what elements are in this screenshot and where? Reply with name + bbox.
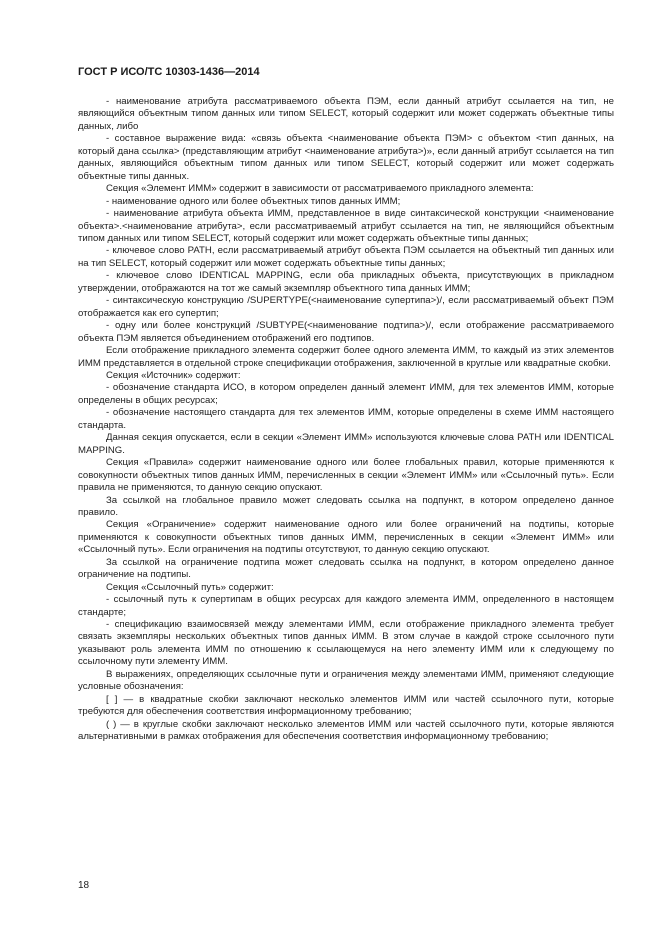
document-header: ГОСТ Р ИСО/ТС 10303-1436—2014 [78,66,260,78]
paragraph: ( ) — в круглые скобки заключают несколько элементов ИММ или частей ссылочного пути, которые являются альтернативными в рамках отображения для обеспечения соответствия информационному требованию; [78,718,614,743]
paragraph: - наименование атрибута рассматриваемого объекта ПЭМ, если данный атрибут ссылается на тип, не являющийся объектным типом данных или типом SELECT, который содержит или может содержать объектные типы данных, либо [78,96,614,132]
paragraph: - ключевое слово PATH, если рассматриваемый атрибут объекта ПЭМ ссылается на объектный тип данных или на тип SELECT, который содержит или может содержать объектные типы данных; [78,245,614,269]
document-body [78,96,614,744]
paragraph: За ссылкой на глобальное правило может следовать ссылка на подпункт, в котором определено данное правило. [78,494,614,518]
paragraph: Данная секция опускается, если в секции «Элемент ИММ» используются ключевые слова PATH или IDENTICAL MAPPING. [78,432,614,456]
paragraph: - ключевое слово IDENTICAL MAPPING, если оба прикладных объекта, присутствующих в прикладном утверждении, отображаются на тот же самый экземпляр объектного типа данных ИММ; [78,270,614,294]
paragraph: За ссылкой на ограничение подтипа может следовать ссылка на подпункт, в котором определено данное ограничение на подтипы. [78,556,614,581]
paragraph: Секция «Правила» содержит наименование одного или более глобальных правил, которые применяются к совокупности объектных типов данных ИММ, перечисленных в секции «Элемент ИММ» или «Ссылочный путь». Если правила не применяются, то данную секцию опускают. [78,457,614,494]
paragraph: - обозначение настоящего стандарта для тех элементов ИММ, которые определены в схеме ИММ настоящего стандарта. [78,407,614,431]
paragraph: [ ] — в квадратные скобки заключают несколько элементов ИММ или частей ссылочного пути, которые требуются для обеспечения соответствия информационному требованию; [78,693,614,718]
paragraph: Секция «Источник» содержит: [106,369,241,381]
paragraph: - синтаксическую конструкцию /SUPERTYPE(<наименование супертипа>)/, если рассматриваемый объект ПЭМ отображается как его супертип; [78,295,614,319]
paragraph: - наименование атрибута объекта ИММ, представленное в виде синтаксической конструкции <наименование объекта>.<наименование атрибута>, если рассматриваемый атрибут ссылается на тип, не являющийся объектным типом данных или типом SELECT, который содержит или может содержать объектные типы данных; [78,208,614,244]
paragraph: - спецификацию взаимосвязей между элементами ИММ, если отображение прикладного элемента требует связать экземпляры нескольких объектных типов данных ИММ. В этом случае в каждой строке ссылочного пути указывают роль элемента ИММ по отношению к ссылающемуся на него элементу ИММ или к следующему по ссылочному пути элементу ИММ. [78,619,614,668]
paragraph: - составное выражение вида: «связь объекта <наименование объекта ПЭМ> с объектом <тип данных, на который дана ссылка> (представляющим атрибут <наименование атрибута>)», если данный атрибут ссылается на тип данных, являющийся объектным типом данных или типом SELECT, который содержит или может содержать объектные типы данных. [78,133,614,182]
paragraph: - наименование одного или более объектных типов данных ИММ; [106,195,401,207]
paragraph: В выражениях, определяющих ссылочные пути и ограничения между элементами ИММ, применяют следующие условные обозначения: [78,668,614,693]
page-number: 18 [78,880,90,891]
paragraph: - ссылочный путь к супертипам в общих ресурсах для каждого элемента ИММ, определенного в настоящем стандарте; [78,594,614,618]
paragraph: - одну или более конструкций /SUBTYPE(<наименование подтипа>)/, если отображение рассматриваемого объекта ПЭМ является объединением отображений его подтипов. [78,320,614,344]
paragraph: - обозначение стандарта ИСО, в котором определен данный элемент ИММ, для тех элементов ИММ, которые определены в общих ресурсах; [78,382,614,406]
paragraph: Секция «Элемент ИММ» содержит в зависимости от рассматриваемого прикладного элемента: [106,183,534,195]
paragraph: Секция «Ссылочный путь» содержит: [106,581,274,593]
paragraph: Секция «Ограничение» содержит наименование одного или более ограничений на подтипы, которые применяются к совокупности объектных типов данных ИММ, перечисленных в секции «Элемент ИММ» или «Ссылочный путь». Если ограничения на подтипы отсутствуют, то данную секцию опускают. [78,519,614,556]
paragraph: Если отображение прикладного элемента содержит более одного элемента ИММ, то каждый из этих элементов ИММ представляется в отдельной строке спецификации отображения, заключенной в круглые или квадратные скобки. [78,345,614,369]
